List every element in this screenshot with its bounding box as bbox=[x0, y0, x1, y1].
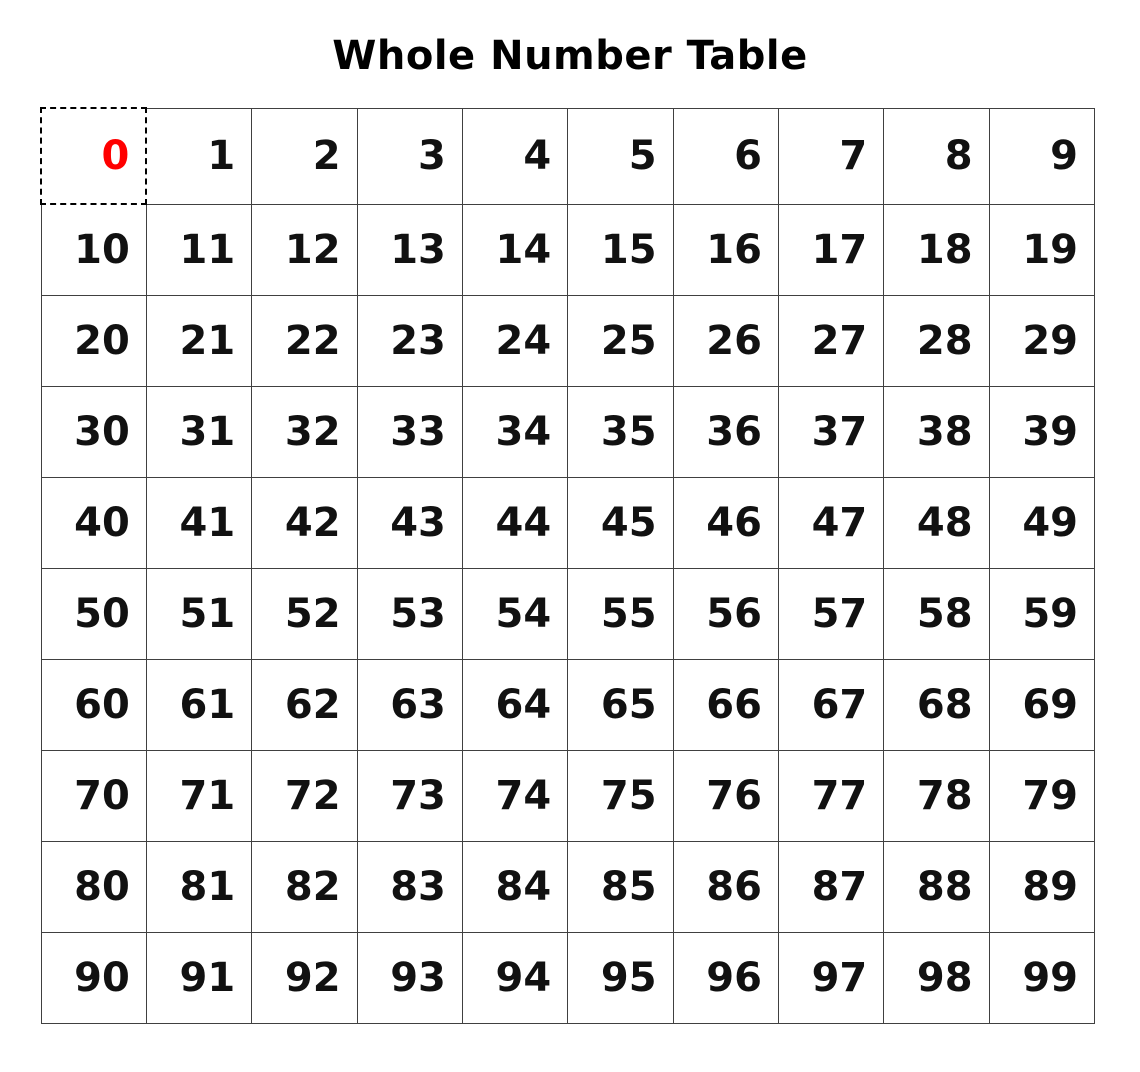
table-cell-55[interactable]: 55 bbox=[568, 568, 673, 659]
table-cell-15[interactable]: 15 bbox=[568, 204, 673, 295]
table-cell-47[interactable]: 47 bbox=[778, 477, 883, 568]
table-cell-6[interactable]: 6 bbox=[673, 108, 778, 204]
table-cell-49[interactable]: 49 bbox=[989, 477, 1094, 568]
table-cell-65[interactable]: 65 bbox=[568, 659, 673, 750]
table-row bbox=[41, 568, 1095, 659]
table-cell-51[interactable]: 51 bbox=[146, 568, 251, 659]
table-cell-13[interactable]: 13 bbox=[357, 204, 462, 295]
table-cell-97[interactable]: 97 bbox=[778, 932, 883, 1023]
table-cell-59[interactable]: 59 bbox=[989, 568, 1094, 659]
number-table-container bbox=[40, 107, 1095, 1024]
table-cell-14[interactable]: 14 bbox=[462, 204, 567, 295]
table-cell-76[interactable]: 76 bbox=[673, 750, 778, 841]
table-cell-73[interactable]: 73 bbox=[357, 750, 462, 841]
table-cell-4[interactable]: 4 bbox=[462, 108, 567, 204]
table-cell-41[interactable]: 41 bbox=[146, 477, 251, 568]
table-cell-1[interactable]: 1 bbox=[146, 108, 251, 204]
table-cell-66[interactable]: 66 bbox=[673, 659, 778, 750]
table-cell-32[interactable]: 32 bbox=[252, 386, 357, 477]
table-cell-85[interactable]: 85 bbox=[568, 841, 673, 932]
table-cell-69[interactable]: 69 bbox=[989, 659, 1094, 750]
table-cell-56[interactable]: 56 bbox=[673, 568, 778, 659]
table-cell-38[interactable]: 38 bbox=[884, 386, 989, 477]
table-cell-3[interactable]: 3 bbox=[357, 108, 462, 204]
page-title: Whole Number Table bbox=[332, 33, 808, 79]
table-cell-64[interactable]: 64 bbox=[462, 659, 567, 750]
table-cell-12[interactable]: 12 bbox=[252, 204, 357, 295]
table-cell-52[interactable]: 52 bbox=[252, 568, 357, 659]
table-cell-99[interactable]: 99 bbox=[989, 932, 1094, 1023]
table-cell-93[interactable]: 93 bbox=[357, 932, 462, 1023]
table-cell-29[interactable]: 29 bbox=[989, 295, 1094, 386]
table-cell-11[interactable]: 11 bbox=[146, 204, 251, 295]
table-cell-67[interactable]: 67 bbox=[778, 659, 883, 750]
table-cell-50[interactable]: 50 bbox=[41, 568, 146, 659]
table-cell-5[interactable]: 5 bbox=[568, 108, 673, 204]
table-cell-43[interactable]: 43 bbox=[357, 477, 462, 568]
table-cell-84[interactable]: 84 bbox=[462, 841, 567, 932]
table-cell-63[interactable]: 63 bbox=[357, 659, 462, 750]
table-cell-86[interactable]: 86 bbox=[673, 841, 778, 932]
table-cell-57[interactable]: 57 bbox=[778, 568, 883, 659]
table-cell-62[interactable]: 62 bbox=[252, 659, 357, 750]
table-cell-60[interactable]: 60 bbox=[41, 659, 146, 750]
table-cell-78[interactable]: 78 bbox=[884, 750, 989, 841]
table-cell-90[interactable]: 90 bbox=[41, 932, 146, 1023]
table-cell-39[interactable]: 39 bbox=[989, 386, 1094, 477]
table-cell-19[interactable]: 19 bbox=[989, 204, 1094, 295]
table-cell-33[interactable]: 33 bbox=[357, 386, 462, 477]
table-row bbox=[41, 750, 1095, 841]
table-cell-18[interactable]: 18 bbox=[884, 204, 989, 295]
table-cell-46[interactable]: 46 bbox=[673, 477, 778, 568]
table-cell-22[interactable]: 22 bbox=[252, 295, 357, 386]
table-cell-70[interactable]: 70 bbox=[41, 750, 146, 841]
table-cell-87[interactable]: 87 bbox=[778, 841, 883, 932]
table-row bbox=[41, 108, 1095, 204]
table-cell-53[interactable]: 53 bbox=[357, 568, 462, 659]
table-cell-95[interactable]: 95 bbox=[568, 932, 673, 1023]
table-cell-77[interactable]: 77 bbox=[778, 750, 883, 841]
table-row bbox=[41, 932, 1095, 1023]
table-cell-68[interactable]: 68 bbox=[884, 659, 989, 750]
table-cell-48[interactable]: 48 bbox=[884, 477, 989, 568]
table-cell-45[interactable]: 45 bbox=[568, 477, 673, 568]
table-cell-75[interactable]: 75 bbox=[568, 750, 673, 841]
table-cell-30[interactable]: 30 bbox=[41, 386, 146, 477]
table-cell-54[interactable]: 54 bbox=[462, 568, 567, 659]
table-cell-58[interactable]: 58 bbox=[884, 568, 989, 659]
table-row bbox=[41, 841, 1095, 932]
table-cell-26[interactable]: 26 bbox=[673, 295, 778, 386]
table-cell-2[interactable]: 2 bbox=[252, 108, 357, 204]
table-cell-91[interactable]: 91 bbox=[146, 932, 251, 1023]
table-cell-83[interactable]: 83 bbox=[357, 841, 462, 932]
table-cell-92[interactable]: 92 bbox=[252, 932, 357, 1023]
table-cell-25[interactable]: 25 bbox=[568, 295, 673, 386]
table-cell-36[interactable]: 36 bbox=[673, 386, 778, 477]
table-cell-96[interactable]: 96 bbox=[673, 932, 778, 1023]
table-cell-81[interactable]: 81 bbox=[146, 841, 251, 932]
table-cell-94[interactable]: 94 bbox=[462, 932, 567, 1023]
table-cell-28[interactable]: 28 bbox=[884, 295, 989, 386]
table-cell-98[interactable]: 98 bbox=[884, 932, 989, 1023]
table-cell-17[interactable]: 17 bbox=[778, 204, 883, 295]
table-cell-7[interactable]: 7 bbox=[778, 108, 883, 204]
table-cell-79[interactable]: 79 bbox=[989, 750, 1094, 841]
table-cell-80[interactable]: 80 bbox=[41, 841, 146, 932]
whole-number-table bbox=[40, 107, 1095, 1024]
table-cell-42[interactable]: 42 bbox=[252, 477, 357, 568]
table-row bbox=[41, 386, 1095, 477]
table-cell-21[interactable]: 21 bbox=[146, 295, 251, 386]
table-cell-34[interactable]: 34 bbox=[462, 386, 567, 477]
table-cell-27[interactable]: 27 bbox=[778, 295, 883, 386]
table-cell-71[interactable]: 71 bbox=[146, 750, 251, 841]
table-body bbox=[41, 108, 1095, 1023]
table-cell-35[interactable]: 35 bbox=[568, 386, 673, 477]
table-cell-40[interactable]: 40 bbox=[41, 477, 146, 568]
table-cell-10[interactable]: 10 bbox=[41, 204, 146, 295]
table-cell-0[interactable]: 0 bbox=[41, 108, 146, 204]
table-cell-24[interactable]: 24 bbox=[462, 295, 567, 386]
table-row bbox=[41, 295, 1095, 386]
table-cell-72[interactable]: 72 bbox=[252, 750, 357, 841]
table-cell-82[interactable]: 82 bbox=[252, 841, 357, 932]
table-cell-89[interactable]: 89 bbox=[989, 841, 1094, 932]
table-cell-20[interactable]: 20 bbox=[41, 295, 146, 386]
table-cell-16[interactable]: 16 bbox=[673, 204, 778, 295]
table-cell-8[interactable]: 8 bbox=[884, 108, 989, 204]
table-cell-37[interactable]: 37 bbox=[778, 386, 883, 477]
table-cell-23[interactable]: 23 bbox=[357, 295, 462, 386]
table-cell-74[interactable]: 74 bbox=[462, 750, 567, 841]
table-cell-44[interactable]: 44 bbox=[462, 477, 567, 568]
table-row bbox=[41, 659, 1095, 750]
table-cell-61[interactable]: 61 bbox=[146, 659, 251, 750]
table-cell-9[interactable]: 9 bbox=[989, 108, 1094, 204]
table-cell-31[interactable]: 31 bbox=[146, 386, 251, 477]
table-row bbox=[41, 477, 1095, 568]
table-cell-88[interactable]: 88 bbox=[884, 841, 989, 932]
table-row bbox=[41, 204, 1095, 295]
